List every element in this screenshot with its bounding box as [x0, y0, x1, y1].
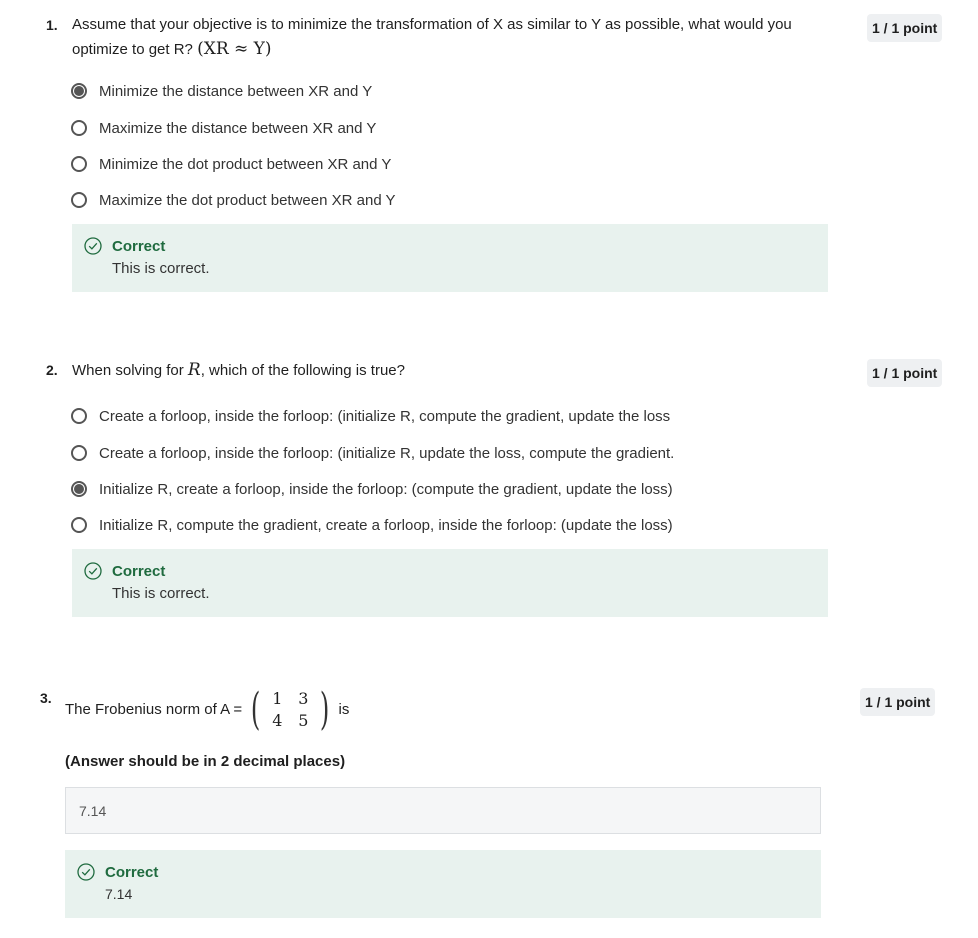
radio[interactable] — [71, 156, 87, 172]
option-label: Maximize the distance between XR and Y — [99, 119, 377, 137]
option-label: Create a forloop, inside the forloop: (initialize R, update the loss, compute the gradient. — [99, 444, 675, 462]
option-label: Create a forloop, inside the forloop: (initialize R, compute the gradient, update the loss — [99, 407, 671, 425]
answer-instruction: (Answer should be in 2 decimal places) — [65, 753, 346, 770]
option-0[interactable] — [71, 79, 372, 103]
option-label: Minimize the distance between XR and Y — [99, 82, 373, 100]
option-label: Initialize R, create a forloop, inside the forloop: (compute the gradient, update the loss) — [99, 480, 673, 498]
radio[interactable] — [71, 120, 87, 136]
check-circle-icon — [77, 863, 95, 881]
math-expression: (XR ≈ Y) — [197, 39, 272, 59]
option-3[interactable] — [71, 188, 396, 212]
feedback-title: Correct — [77, 863, 158, 881]
feedback-panel — [72, 224, 828, 292]
feedback-text: This is correct. — [112, 260, 210, 277]
check-circle-icon — [84, 562, 102, 580]
feedback-panel — [65, 850, 821, 918]
feedback-text: This is correct. — [112, 585, 210, 602]
option-1[interactable] — [71, 441, 674, 465]
radio-selected[interactable] — [71, 481, 87, 497]
question-text: The Frobenius norm of A = ( 1 3 4 5 ) is — [65, 684, 350, 735]
radio-selected[interactable] — [71, 83, 87, 99]
option-2[interactable] — [71, 152, 391, 176]
feedback-panel — [72, 549, 828, 617]
radio[interactable] — [71, 192, 87, 208]
matrix-cell: 4 — [272, 711, 283, 730]
radio[interactable] — [71, 517, 87, 533]
feedback-title: Correct — [84, 237, 165, 255]
radio[interactable] — [71, 408, 87, 424]
matrix-cell: 3 — [298, 689, 309, 708]
option-label: Maximize the dot product between XR and Y — [99, 191, 396, 209]
question-number: 2. — [46, 362, 58, 378]
check-circle-icon — [84, 237, 102, 255]
option-label: Minimize the dot product between XR and Y — [99, 155, 392, 173]
matrix-cell: 1 — [272, 689, 283, 708]
question-number: 3. — [40, 690, 52, 706]
radio[interactable] — [71, 445, 87, 461]
option-1[interactable] — [71, 116, 376, 140]
option-0[interactable] — [71, 404, 670, 428]
math-expression: R — [187, 360, 201, 380]
question-number: 1. — [46, 17, 58, 33]
feedback-text: 7.14 — [105, 886, 133, 902]
points-badge: 1 / 1 point — [860, 688, 935, 716]
option-3[interactable] — [71, 513, 673, 537]
feedback-title: Correct — [84, 562, 165, 580]
points-badge: 1 / 1 point — [867, 359, 942, 387]
question-text: When solving for R, which of the following is true? — [72, 360, 405, 380]
question-text: Assume that your objective is to minimize the transformation of X as similar to Y as possible, what would you optimize to get R? (XR ≈ Y) — [72, 16, 792, 59]
option-label: Initialize R, compute the gradient, create a forloop, inside the forloop: (update the loss) — [99, 516, 673, 534]
option-2[interactable] — [71, 477, 673, 501]
matrix-cell: 5 — [298, 711, 309, 730]
answer-input[interactable]: 7.14 — [65, 787, 821, 834]
matrix-a: ( 1 3 4 5 ) — [251, 684, 330, 735]
points-badge: 1 / 1 point — [867, 14, 942, 42]
